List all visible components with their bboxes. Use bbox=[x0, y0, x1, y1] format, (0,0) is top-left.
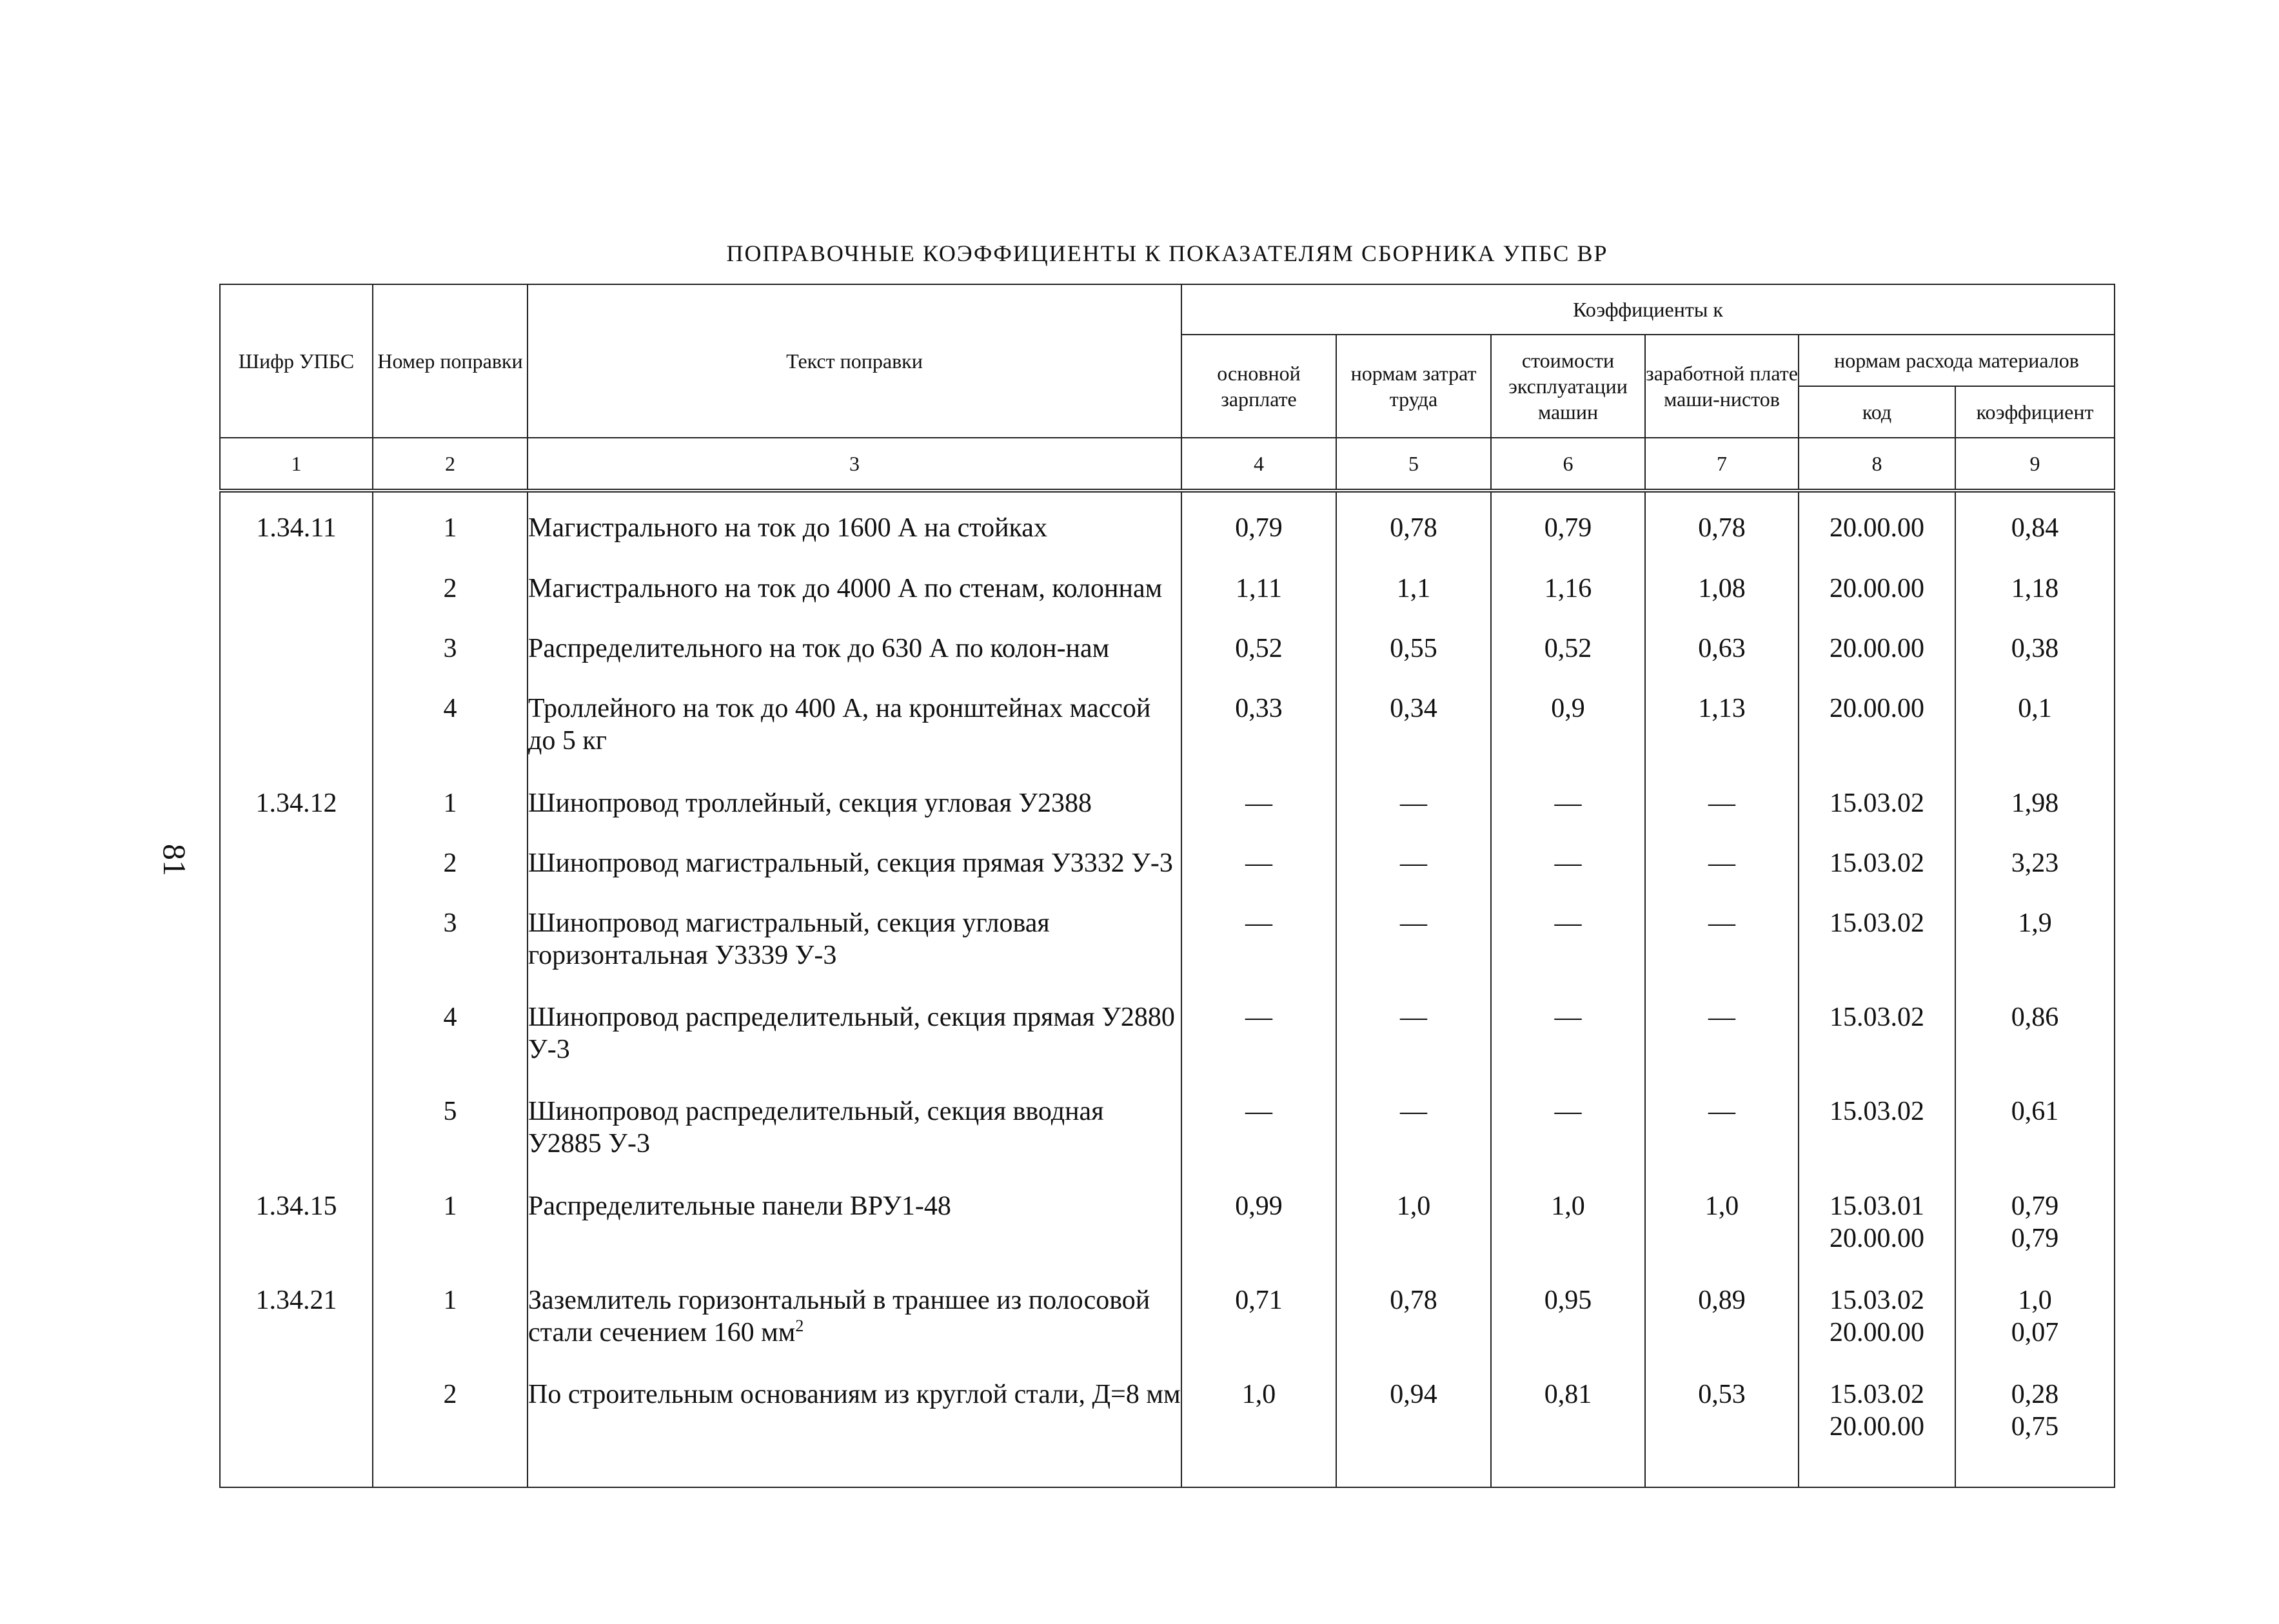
material-coef: 0,84 bbox=[2011, 513, 2059, 543]
correction-text-cell: Троллейного на ток до 400 А, на кронштейнах массой до 5 кг bbox=[528, 680, 1181, 774]
material-code: 15.03.02 bbox=[1830, 788, 1924, 818]
material-code: 15.03.02 bbox=[1830, 1285, 1924, 1315]
material-coef-cell bbox=[1955, 491, 2115, 560]
material-coef: 0,38 bbox=[2011, 634, 2059, 664]
operators-coef-cell: 0,63 bbox=[1645, 620, 1799, 680]
cipher-cell bbox=[220, 560, 373, 620]
base-salary-coef-cell: 0,52 bbox=[1181, 620, 1336, 680]
correction-text-cell: Шинопровод магистральный, секция прямая У3332 У-3 bbox=[528, 834, 1181, 894]
base-salary-coef-cell: 0,33 bbox=[1181, 680, 1336, 774]
correction-number-cell: 3 bbox=[373, 894, 528, 988]
material-code-cell bbox=[1799, 620, 1955, 680]
table-row bbox=[220, 680, 2115, 774]
cipher-cell bbox=[220, 988, 373, 1082]
material-code: 15.03.02 bbox=[1830, 1380, 1924, 1409]
correction-text-cell: По строительным основаниям из круглой стали, Д=8 мм bbox=[528, 1365, 1181, 1487]
labor-coef-cell: 0,94 bbox=[1336, 1365, 1491, 1487]
corrections-table bbox=[219, 284, 2115, 1488]
material-code: 15.03.02 bbox=[1830, 908, 1924, 939]
correction-text-cell: Шинопровод троллейный, секция угловая У2388 bbox=[528, 774, 1181, 834]
machines-coef-cell: — bbox=[1491, 988, 1645, 1082]
cipher-cell bbox=[220, 680, 373, 774]
correction-text-cell: Шинопровод распределительный, секция вводная У2885 У-3 bbox=[528, 1082, 1181, 1177]
correction-number-cell: 2 bbox=[373, 560, 528, 620]
base-salary-coef-cell: 0,99 bbox=[1181, 1177, 1336, 1271]
correction-number-cell: 4 bbox=[373, 988, 528, 1082]
material-code: 15.03.02 bbox=[1830, 848, 1924, 878]
header-labor: нормам затрат труда bbox=[1336, 335, 1491, 438]
material-coef: 0,28 bbox=[2011, 1380, 2059, 1409]
material-code: 15.03.02 bbox=[1830, 1097, 1924, 1127]
operators-coef-cell: 0,78 bbox=[1645, 491, 1799, 560]
correction-text-cell: Шинопровод распределительный, секция прямая У2880 У-3 bbox=[528, 988, 1181, 1082]
cipher-cell: 1.34.12 bbox=[220, 774, 373, 834]
header-operators: заработной плате маши-нистов bbox=[1645, 335, 1799, 438]
table-row bbox=[220, 988, 2115, 1082]
col-number: 1 bbox=[220, 438, 373, 491]
cipher-cell bbox=[220, 1082, 373, 1177]
material-code-cell bbox=[1799, 560, 1955, 620]
header-text: Текст поправки bbox=[528, 284, 1181, 438]
cipher-cell: 1.34.11 bbox=[220, 491, 373, 560]
header-machines: стоимости эксплуатации машин bbox=[1491, 335, 1645, 438]
base-salary-coef-cell: — bbox=[1181, 894, 1336, 988]
cipher-cell: 1.34.21 bbox=[220, 1271, 373, 1365]
material-coef: 1,9 bbox=[2018, 908, 2052, 939]
cipher-cell bbox=[220, 620, 373, 680]
operators-coef-cell: 0,53 bbox=[1645, 1365, 1799, 1487]
material-code-cell bbox=[1799, 680, 1955, 774]
correction-text-cell: Распределительного на ток до 630 А по колон-нам bbox=[528, 620, 1181, 680]
header-materials: нормам расхода материалов bbox=[1799, 335, 2115, 386]
material-code: 20.00.00 bbox=[1830, 1412, 1924, 1442]
material-code-cell bbox=[1799, 1082, 1955, 1177]
material-coef: 0,1 bbox=[2018, 694, 2052, 724]
col-number: 8 bbox=[1799, 438, 1955, 491]
correction-text-cell: Магистрального на ток до 4000 А по стенам, колоннам bbox=[528, 560, 1181, 620]
material-code: 20.00.00 bbox=[1830, 513, 1924, 543]
material-code: 20.00.00 bbox=[1830, 634, 1924, 664]
base-salary-coef-cell: — bbox=[1181, 774, 1336, 834]
machines-coef-cell: 0,9 bbox=[1491, 680, 1645, 774]
header-base-salary: основной зарплате bbox=[1181, 335, 1336, 438]
table-row bbox=[220, 491, 2115, 560]
base-salary-coef-cell: 1,0 bbox=[1181, 1365, 1336, 1487]
machines-coef-cell: — bbox=[1491, 774, 1645, 834]
correction-text-cell: Магистрального на ток до 1600 А на стойках bbox=[528, 491, 1181, 560]
header-number: Номер поправки bbox=[373, 284, 528, 438]
labor-coef-cell: — bbox=[1336, 988, 1491, 1082]
material-code-cell bbox=[1799, 774, 1955, 834]
material-code-cell bbox=[1799, 1271, 1955, 1365]
labor-coef-cell: — bbox=[1336, 894, 1491, 988]
table-row bbox=[220, 774, 2115, 834]
machines-coef-cell: 1,16 bbox=[1491, 560, 1645, 620]
correction-text-cell: Распределительные панели ВРУ1-48 bbox=[528, 1177, 1181, 1271]
machines-coef-cell: 0,81 bbox=[1491, 1365, 1645, 1487]
correction-number-cell: 1 bbox=[373, 1177, 528, 1271]
labor-coef-cell: — bbox=[1336, 834, 1491, 894]
labor-coef-cell: 0,55 bbox=[1336, 620, 1491, 680]
machines-coef-cell: 0,95 bbox=[1491, 1271, 1645, 1365]
table-body bbox=[220, 491, 2115, 1487]
material-coef: 0,61 bbox=[2011, 1097, 2059, 1127]
operators-coef-cell: 1,08 bbox=[1645, 560, 1799, 620]
material-code-cell bbox=[1799, 834, 1955, 894]
operators-coef-cell: 0,89 bbox=[1645, 1271, 1799, 1365]
material-coef-cell bbox=[1955, 680, 2115, 774]
correction-number-cell: 2 bbox=[373, 834, 528, 894]
material-coef-cell bbox=[1955, 560, 2115, 620]
material-coef-cell bbox=[1955, 774, 2115, 834]
table-row bbox=[220, 620, 2115, 680]
cipher-cell bbox=[220, 894, 373, 988]
labor-coef-cell: 0,34 bbox=[1336, 680, 1491, 774]
table-row bbox=[220, 834, 2115, 894]
base-salary-coef-cell: 0,79 bbox=[1181, 491, 1336, 560]
labor-coef-cell: — bbox=[1336, 1082, 1491, 1177]
operators-coef-cell: — bbox=[1645, 834, 1799, 894]
operators-coef-cell: — bbox=[1645, 894, 1799, 988]
machines-coef-cell: — bbox=[1491, 894, 1645, 988]
labor-coef-cell: 1,1 bbox=[1336, 560, 1491, 620]
material-coef: 1,18 bbox=[2011, 573, 2059, 603]
labor-coef-cell: — bbox=[1336, 774, 1491, 834]
correction-number-cell: 3 bbox=[373, 620, 528, 680]
page-number: 81 bbox=[157, 844, 193, 876]
material-code-cell bbox=[1799, 491, 1955, 560]
operators-coef-cell: — bbox=[1645, 988, 1799, 1082]
operators-coef-cell: — bbox=[1645, 774, 1799, 834]
cipher-cell: 1.34.15 bbox=[220, 1177, 373, 1271]
header-coefficients: Коэффициенты к bbox=[1181, 284, 2115, 335]
material-coef: 0,86 bbox=[2011, 1003, 2059, 1033]
col-number: 5 bbox=[1336, 438, 1491, 491]
material-coef: 3,23 bbox=[2011, 848, 2059, 878]
base-salary-coef-cell: — bbox=[1181, 834, 1336, 894]
column-numbers-row bbox=[220, 438, 2115, 491]
material-code-cell bbox=[1799, 988, 1955, 1082]
correction-number-cell: 1 bbox=[373, 774, 528, 834]
material-code: 20.00.00 bbox=[1830, 1317, 1924, 1347]
superscript: 2 bbox=[795, 1316, 804, 1335]
material-coef-cell bbox=[1955, 1177, 2115, 1271]
labor-coef-cell: 0,78 bbox=[1336, 1271, 1491, 1365]
header-material-code: код bbox=[1799, 386, 1955, 438]
correction-number-cell: 5 bbox=[373, 1082, 528, 1177]
material-coef-cell bbox=[1955, 834, 2115, 894]
base-salary-coef-cell: — bbox=[1181, 1082, 1336, 1177]
machines-coef-cell: — bbox=[1491, 1082, 1645, 1177]
material-coef-cell bbox=[1955, 620, 2115, 680]
base-salary-coef-cell: 1,11 bbox=[1181, 560, 1336, 620]
material-coef: 1,98 bbox=[2011, 788, 2059, 818]
table-row bbox=[220, 1177, 2115, 1271]
machines-coef-cell: 0,79 bbox=[1491, 491, 1645, 560]
material-code: 15.03.02 bbox=[1830, 1003, 1924, 1033]
machines-coef-cell: 0,52 bbox=[1491, 620, 1645, 680]
material-coef-cell bbox=[1955, 988, 2115, 1082]
correction-text-cell: Шинопровод магистральный, секция угловая горизонтальная У3339 У-3 bbox=[528, 894, 1181, 988]
material-code: 20.00.00 bbox=[1830, 1223, 1924, 1253]
material-code: 20.00.00 bbox=[1830, 694, 1924, 724]
col-number: 6 bbox=[1491, 438, 1645, 491]
table-row bbox=[220, 1271, 2115, 1365]
table-row bbox=[220, 894, 2115, 988]
material-coef: 0,75 bbox=[2011, 1412, 2059, 1442]
material-coef-cell bbox=[1955, 1271, 2115, 1365]
table-header bbox=[220, 284, 2115, 491]
material-coef: 0,07 bbox=[2011, 1317, 2059, 1347]
page-title: ПОПРАВОЧНЫЕ КОЭФФИЦИЕНТЫ К ПОКАЗАТЕЛЯМ СБОРНИКА УПБС ВР bbox=[726, 240, 1608, 266]
header-code: Шифр УПБС bbox=[220, 284, 373, 438]
material-coef: 1,0 bbox=[2018, 1285, 2052, 1315]
correction-text: Заземлитель горизонтальный в траншее из полосовой стали сечением 160 мм bbox=[528, 1285, 1150, 1347]
material-coef: 0,79 bbox=[2011, 1191, 2059, 1221]
labor-coef-cell: 0,78 bbox=[1336, 491, 1491, 560]
material-code-cell bbox=[1799, 1177, 1955, 1271]
operators-coef-cell: — bbox=[1645, 1082, 1799, 1177]
header-material-coef: коэффициент bbox=[1955, 386, 2115, 438]
labor-coef-cell: 1,0 bbox=[1336, 1177, 1491, 1271]
operators-coef-cell: 1,13 bbox=[1645, 680, 1799, 774]
correction-number-cell: 2 bbox=[373, 1365, 528, 1487]
correction-number-cell: 1 bbox=[373, 491, 528, 560]
cipher-cell bbox=[220, 834, 373, 894]
correction-number-cell: 4 bbox=[373, 680, 528, 774]
col-number: 9 bbox=[1955, 438, 2115, 491]
material-code-cell bbox=[1799, 1365, 1955, 1487]
material-code: 20.00.00 bbox=[1830, 573, 1924, 603]
machines-coef-cell: 1,0 bbox=[1491, 1177, 1645, 1271]
material-coef-cell bbox=[1955, 894, 2115, 988]
base-salary-coef-cell: — bbox=[1181, 988, 1336, 1082]
material-code-cell bbox=[1799, 894, 1955, 988]
material-coef-cell bbox=[1955, 1365, 2115, 1487]
col-number: 2 bbox=[373, 438, 528, 491]
machines-coef-cell: — bbox=[1491, 834, 1645, 894]
material-coef: 0,79 bbox=[2011, 1223, 2059, 1253]
table-row bbox=[220, 1082, 2115, 1177]
col-number: 3 bbox=[528, 438, 1181, 491]
col-number: 7 bbox=[1645, 438, 1799, 491]
col-number: 4 bbox=[1181, 438, 1336, 491]
material-coef-cell bbox=[1955, 1082, 2115, 1177]
table-row bbox=[220, 560, 2115, 620]
table-row bbox=[220, 1365, 2115, 1487]
correction-number-cell: 1 bbox=[373, 1271, 528, 1365]
correction-text-cell bbox=[528, 1271, 1181, 1365]
base-salary-coef-cell: 0,71 bbox=[1181, 1271, 1336, 1365]
operators-coef-cell: 1,0 bbox=[1645, 1177, 1799, 1271]
cipher-cell bbox=[220, 1365, 373, 1487]
material-code: 15.03.01 bbox=[1830, 1191, 1924, 1221]
